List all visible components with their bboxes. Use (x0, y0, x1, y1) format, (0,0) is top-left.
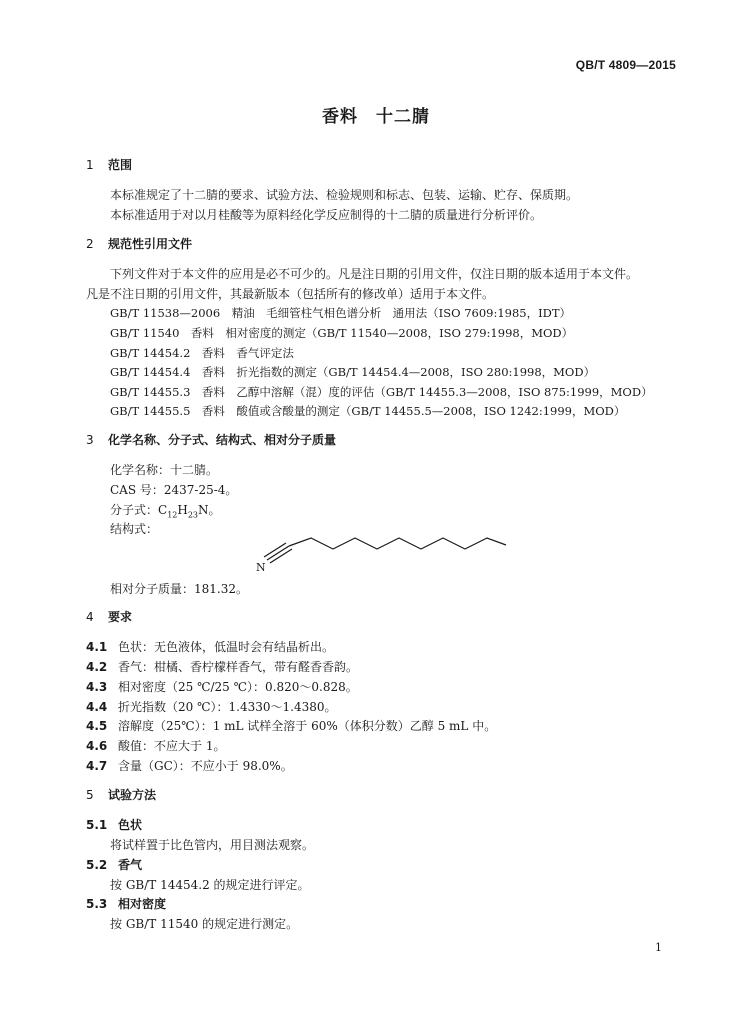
paragraph: 将试样置于比色管内，用目测法观察。 (110, 838, 315, 852)
page-title: 香料 十二腈 (322, 107, 430, 127)
subsection-label: 相对密度 (118, 897, 167, 911)
subsection-heading (86, 895, 166, 912)
reference-item: GB/T 11540 香料 相对密度的测定（GB/T 11540—2008，ISO 279:1998，MOD） (110, 326, 574, 340)
paragraph: 按 GB/T 14454.2 的规定进行评定。 (110, 878, 310, 892)
cas-number: CAS 号：2437-25-4。 (110, 483, 238, 497)
item-number: 4.3 (86, 680, 108, 694)
requirement-item (86, 717, 496, 734)
item-text: 折光指数（20 ℃）：1.4330～1.4380。 (118, 700, 337, 714)
item-number: 4.4 (86, 700, 108, 714)
reference-item: GB/T 14454.2 香料 香气评定法 (110, 346, 294, 360)
subsection-number: 5.1 (86, 818, 108, 832)
item-text: 含量（GC）：不应小于 98.0%。 (118, 759, 293, 773)
paragraph: 本标准规定了十二腈的要求、试验方法、检验规则和标志、包装、运输、贮存、保质期。 (110, 188, 579, 202)
section-3-heading (86, 431, 336, 448)
section-label: 试验方法 (108, 788, 157, 802)
requirement-item (86, 638, 334, 655)
item-number: 4.6 (86, 739, 108, 753)
section-number: 4 (86, 610, 94, 624)
item-text: 相对密度（25 ℃/25 ℃）：0.820～0.828。 (118, 680, 358, 694)
reference-item: GB/T 14455.5 香料 酸值或含酸量的测定（GB/T 14455.5—2008，ISO 1242:1999，MOD） (110, 404, 626, 418)
subsection-number: 5.2 (86, 858, 108, 872)
item-number: 4.7 (86, 759, 108, 773)
item-number: 4.2 (86, 660, 108, 674)
molecular-formula (110, 501, 221, 519)
item-text: 酸值：不应大于 1。 (118, 739, 226, 753)
reference-item: GB/T 11538—2006 精油 毛细管柱气相色谱分析 通用法（ISO 7609:1985，IDT） (110, 306, 572, 320)
requirement-item (86, 658, 358, 675)
paragraph: 本标准适用于对以月桂酸等为原料经化学反应制得的十二腈的质量进行分析评价。 (110, 208, 543, 222)
section-number: 5 (86, 788, 94, 802)
item-text: 色状：无色液体，低温时会有结晶析出。 (118, 640, 335, 654)
section-5-heading (86, 786, 156, 803)
paragraph: 按 GB/T 11540 的规定进行测定。 (110, 917, 299, 931)
section-1-heading (86, 156, 132, 173)
section-number: 1 (86, 158, 94, 172)
subsection-number: 5.3 (86, 897, 108, 911)
formula-suffix: N。 (198, 503, 221, 517)
section-2-heading (86, 235, 192, 252)
requirement-item (86, 757, 293, 774)
molecular-weight: 相对分子质量：181.32。 (110, 582, 248, 596)
section-label: 化学名称、分子式、结构式、相对分子质量 (108, 433, 337, 447)
formula-subscript: 12 (167, 510, 178, 520)
subsection-label: 香气 (118, 858, 143, 872)
subsection-heading (86, 856, 142, 873)
nitrogen-atom-label: N (256, 561, 266, 574)
structure-label: 结构式： (110, 522, 159, 536)
paragraph: 凡是不注日期的引用文件，其最新版本（包括所有的修改单）适用于本文件。 (86, 287, 495, 301)
carbon-chain (264, 538, 506, 563)
item-number: 4.5 (86, 719, 108, 733)
item-number: 4.1 (86, 640, 108, 654)
structural-formula-diagram (254, 532, 514, 574)
subsection-label: 色状 (118, 818, 143, 832)
item-text: 溶解度（25℃）：1 mL 试样全溶于 60%（体积分数）乙醇 5 mL 中。 (118, 719, 497, 733)
formula-subscript: 23 (187, 510, 199, 520)
section-label: 范围 (108, 158, 133, 172)
item-text: 香气：柑橘、香柠檬样香气，带有醛香香韵。 (118, 660, 359, 674)
subsection-heading (86, 816, 142, 833)
section-label: 要求 (108, 610, 133, 624)
standard-number: QB/T 4809—2015 (575, 58, 676, 72)
section-number: 3 (86, 433, 94, 447)
paragraph: 下列文件对于本文件的应用是必不可少的。凡是注日期的引用文件，仅注日期的版本适用于本文件。 (110, 267, 639, 281)
alkyl-chain (289, 538, 506, 549)
page-number: 1 (655, 941, 662, 954)
reference-item: GB/T 14455.3 香料 乙醇中溶解（混）度的评估（GB/T 14455.3—2008，ISO 875:1999，MOD） (110, 385, 653, 399)
requirement-item (86, 737, 225, 754)
section-label: 规范性引用文件 (108, 237, 193, 251)
section-number: 2 (86, 237, 94, 251)
requirement-item (86, 698, 337, 715)
chemical-name: 化学名称：十二腈。 (110, 463, 219, 477)
reference-item: GB/T 14454.4 香料 折光指数的测定（GB/T 14454.4—2008，ISO 280:1998，MOD） (110, 365, 596, 379)
section-4-heading (86, 608, 132, 625)
requirement-item (86, 678, 358, 695)
formula-mid: H (177, 503, 188, 517)
formula-prefix: 分子式：C (110, 503, 168, 517)
